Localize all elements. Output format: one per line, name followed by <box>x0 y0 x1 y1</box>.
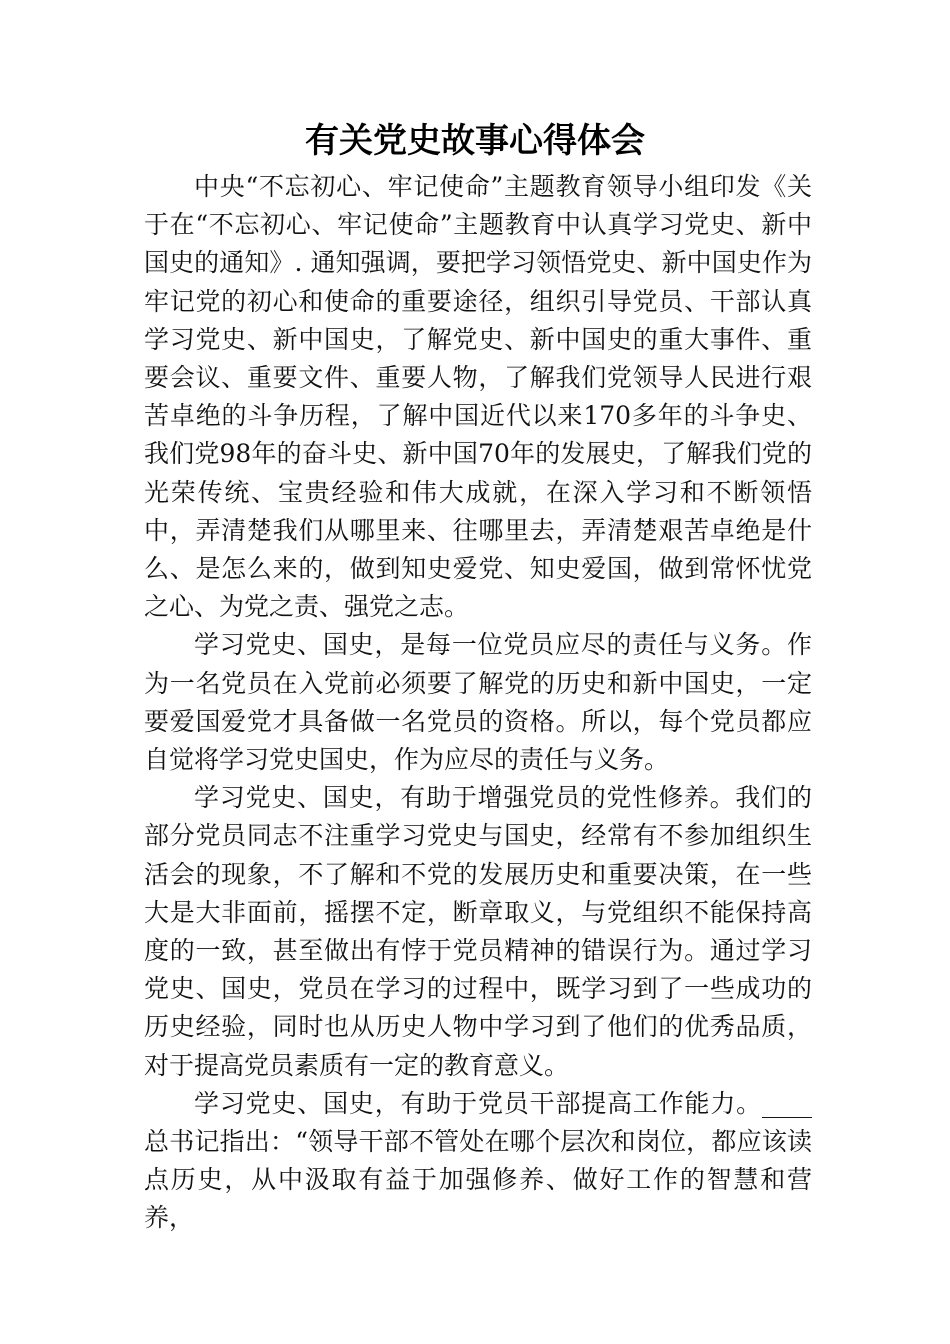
paragraph-1: 中央“不忘初心、牢记使命”主题教育领导小组印发《关于在“不忘初心、牢记使命”主题教育中认真学习党史、新中国史的通知》. 通知强调，要把学习领悟党史、新中国史作为牢记党的初心和使命的重要途径，组织引导党员、干部认真学习党史、新中国史，了解党史、新中国史的重大事件、重要会议、重要文件、重要人物，了解我们党领导人民进行艰苦卓绝的斗争历程，了解中国近代以来170多年的斗争史、我们党98年的奋斗史、新中国70年的发展史，了解我们党的光荣传统、宝贵经验和伟大成就，在深入学习和不断领悟中，弄清楚我们从哪里来、往哪里去，弄清楚艰苦卓绝是什么、是怎么来的，做到知史爱党、知史爱国，做到常怀忧党之心、为党之责、强党之志。 <box>144 172 812 622</box>
paragraph-2: 学习党史、国史，是每一位党员应尽的责任与义务。作为一名党员在入党前必须要了解党的历史和新中国史，一定要爱国爱党才具备做一名党员的资格。所以，每个党员都应自觉将学习党史国史，作为应尽的责任与义务。 <box>144 630 812 775</box>
paragraph-4: 学习党史、国史，有助于党员干部提高工作能力。____总书记指出：“领导干部不管处在哪个层次和岗位，都应该读点历史，从中汲取有益于加强修养、做好工作的智慧和营养， <box>144 1088 812 1233</box>
paragraph-3: 学习党史、国史，有助于增强党员的党性修养。我们的部分党员同志不注重学习党史与国史，经常有不参加组织生活会的现象，不了解和不党的发展历史和重要决策，在一些大是大非面前，摇摆不定，断章取义，与党组织不能保持高度的一致，甚至做出有悖于党员精神的错误行为。通过学习党史、国史，党员在学习的过程中，既学习到了一些成功的历史经验，同时也从历史人物中学习到了他们的优秀品质，对于提高党员素质有一定的教育意义。 <box>144 783 812 1080</box>
document-body <box>144 168 812 1238</box>
document-title: 有关党史故事心得体会 <box>305 121 645 161</box>
